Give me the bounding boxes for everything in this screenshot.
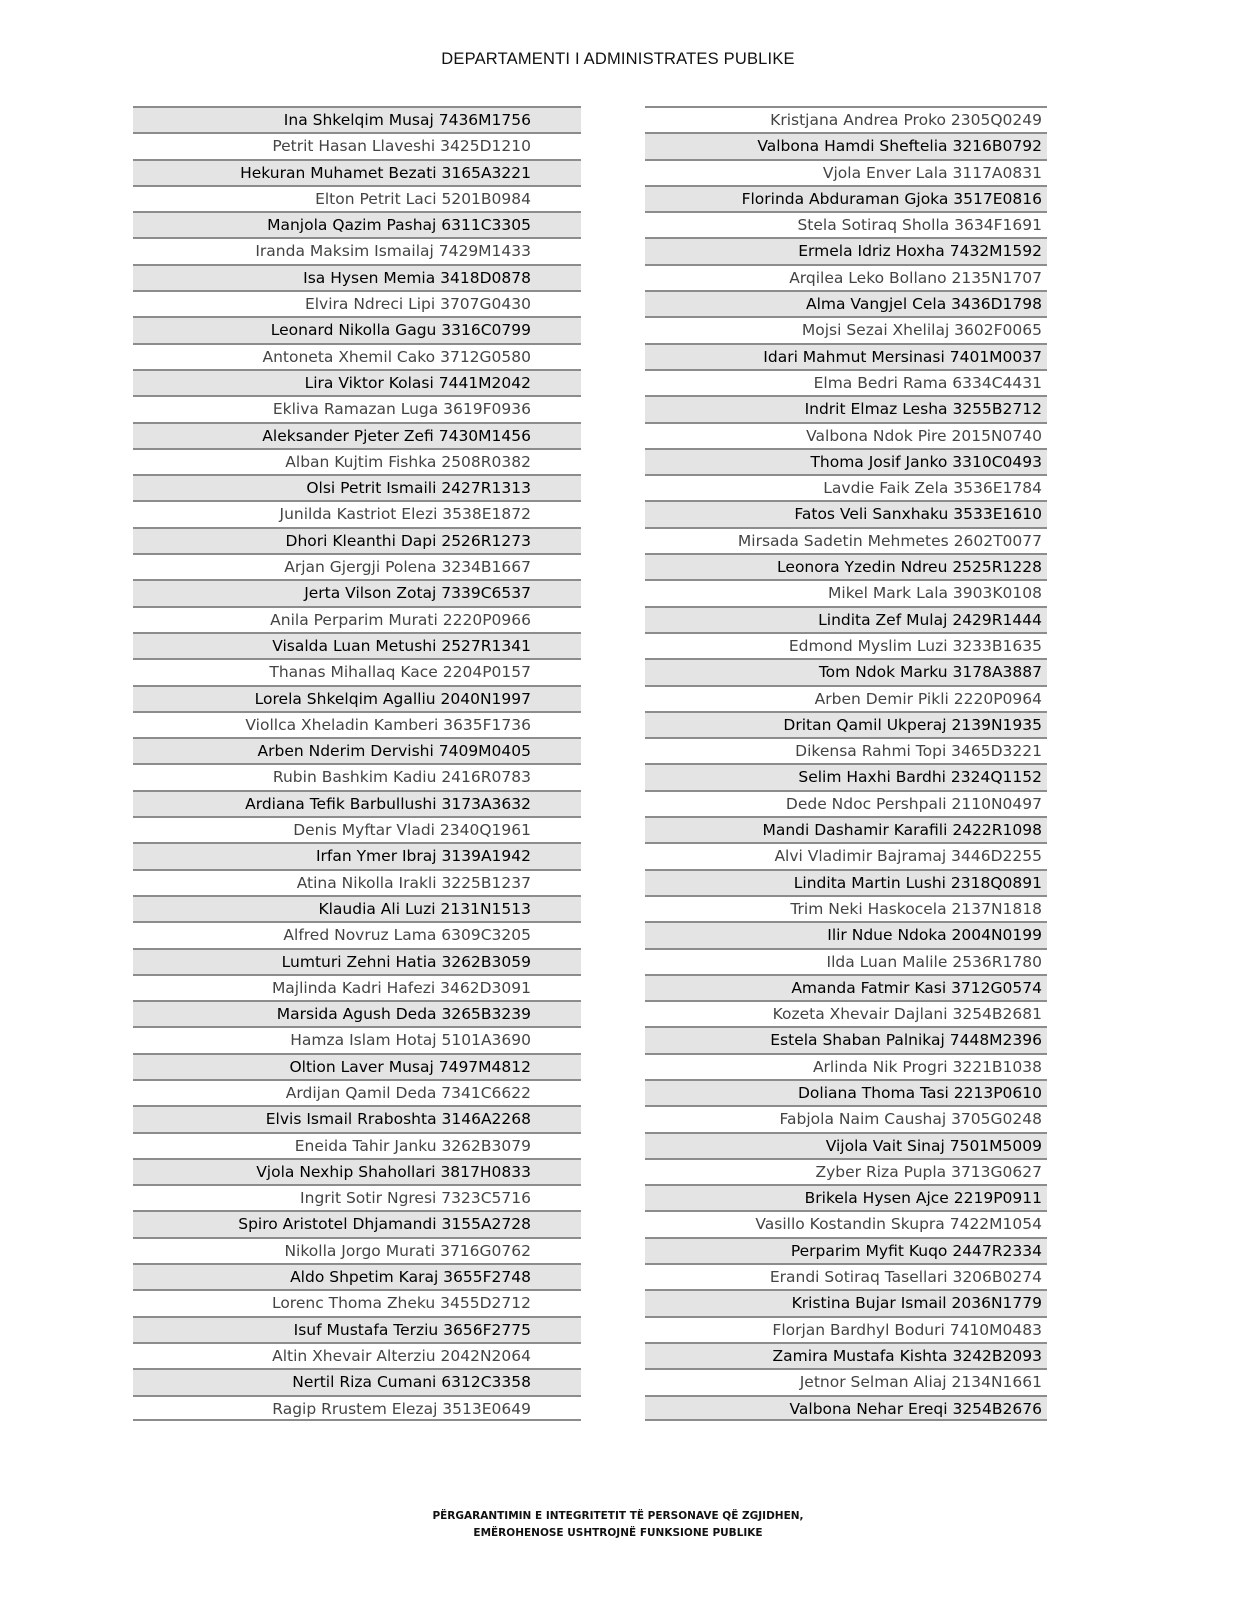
list-item: Vasillo Kostandin Skupra 7422M1054 [645, 1210, 1047, 1236]
list-item: Alban Kujtim Fishka 2508R0382 [133, 448, 581, 474]
list-item: Lorela Shkelqim Agalliu 2040N1997 [133, 685, 581, 711]
footer-line-1: PËRGARANTIMIN E INTEGRITETIT TË PERSONAVE QË ZGJIDHEN, [432, 1510, 804, 1522]
list-item: Altin Xhevair Alterziu 2042N2064 [133, 1342, 581, 1368]
list-item: Ardiana Tefik Barbullushi 3173A3632 [133, 790, 581, 816]
list-item: Nikolla Jorgo Murati 3716G0762 [133, 1237, 581, 1263]
list-item: Aleksander Pjeter Zefi 7430M1456 [133, 422, 581, 448]
list-item: Idari Mahmut Mersinasi 7401M0037 [645, 343, 1047, 369]
list-item: Vjola Enver Lala 3117A0831 [645, 159, 1047, 185]
list-item: Arben Demir Pikli 2220P0964 [645, 685, 1047, 711]
list-item: Klaudia Ali Luzi 2131N1513 [133, 895, 581, 921]
list-item: Mikel Mark Lala 3903K0108 [645, 579, 1047, 605]
list-item: Ermela Idriz Hoxha 7432M1592 [645, 237, 1047, 263]
list-item: Mirsada Sadetin Mehmetes 2602T0077 [645, 527, 1047, 553]
list-item: Elvis Ismail Rraboshta 3146A2268 [133, 1105, 581, 1131]
list-item: Dhori Kleanthi Dapi 2526R1273 [133, 527, 581, 553]
list-item: Thoma Josif Janko 3310C0493 [645, 448, 1047, 474]
list-item: Valbona Hamdi Sheftelia 3216B0792 [645, 132, 1047, 158]
list-item: Ina Shkelqim Musaj 7436M1756 [133, 106, 581, 132]
left-name-list [133, 106, 581, 1421]
list-item: Petrit Hasan Llaveshi 3425D1210 [133, 132, 581, 158]
list-item: Ardijan Qamil Deda 7341C6622 [133, 1079, 581, 1105]
list-item: Jetnor Selman Aliaj 2134N1661 [645, 1368, 1047, 1394]
list-item: Indrit Elmaz Lesha 3255B2712 [645, 395, 1047, 421]
list-item: Nertil Riza Cumani 6312C3358 [133, 1368, 581, 1394]
list-item: Viollca Xheladin Kamberi 3635F1736 [133, 711, 581, 737]
list-item: Fatos Veli Sanxhaku 3533E1610 [645, 500, 1047, 526]
list-item: Antoneta Xhemil Cako 3712G0580 [133, 343, 581, 369]
list-item: Alvi Vladimir Bajramaj 3446D2255 [645, 842, 1047, 868]
list-item: Junilda Kastriot Elezi 3538E1872 [133, 500, 581, 526]
list-item: Ingrit Sotir Ngresi 7323C5716 [133, 1184, 581, 1210]
list-item: Mojsi Sezai Xhelilaj 3602F0065 [645, 316, 1047, 342]
list-item: Vjola Nexhip Shahollari 3817H0833 [133, 1158, 581, 1184]
list-item: Vijola Vait Sinaj 7501M5009 [645, 1132, 1047, 1158]
list-item: Ilir Ndue Ndoka 2004N0199 [645, 921, 1047, 947]
list-item: Thanas Mihallaq Kace 2204P0157 [133, 658, 581, 684]
list-item: Lindita Zef Mulaj 2429R1444 [645, 606, 1047, 632]
list-item: Trim Neki Haskocela 2137N1818 [645, 895, 1047, 921]
list-item: Hekuran Muhamet Bezati 3165A3221 [133, 159, 581, 185]
list-item: Spiro Aristotel Dhjamandi 3155A2728 [133, 1210, 581, 1236]
list-item: Elton Petrit Laci 5201B0984 [133, 185, 581, 211]
list-item: Mandi Dashamir Karafili 2422R1098 [645, 816, 1047, 842]
list-item: Jerta Vilson Zotaj 7339C6537 [133, 579, 581, 605]
list-item: Kozeta Xhevair Dajlani 3254B2681 [645, 1000, 1047, 1026]
list-item: Arlinda Nik Progri 3221B1038 [645, 1053, 1047, 1079]
list-item: Lumturi Zehni Hatia 3262B3059 [133, 948, 581, 974]
list-item: Lira Viktor Kolasi 7441M2042 [133, 369, 581, 395]
list-item: Leonard Nikolla Gagu 3316C0799 [133, 316, 581, 342]
list-item: Valbona Nehar Ereqi 3254B2676 [645, 1395, 1047, 1421]
list-item: Florinda Abduraman Gjoka 3517E0816 [645, 185, 1047, 211]
list-item: Lavdie Faik Zela 3536E1784 [645, 474, 1047, 500]
list-item: Ragip Rrustem Elezaj 3513E0649 [133, 1395, 581, 1421]
list-item: Dritan Qamil Ukperaj 2139N1935 [645, 711, 1047, 737]
list-item: Isa Hysen Memia 3418D0878 [133, 264, 581, 290]
list-item: Estela Shaban Palnikaj 7448M2396 [645, 1026, 1047, 1052]
list-item: Manjola Qazim Pashaj 6311C3305 [133, 211, 581, 237]
list-item: Lorenc Thoma Zheku 3455D2712 [133, 1289, 581, 1315]
list-item: Olsi Petrit Ismaili 2427R1313 [133, 474, 581, 500]
list-item: Kristjana Andrea Proko 2305Q0249 [645, 106, 1047, 132]
page-title: DEPARTAMENTI I ADMINISTRATES PUBLIKE [441, 50, 795, 68]
list-item: Rubin Bashkim Kadiu 2416R0783 [133, 763, 581, 789]
list-item: Brikela Hysen Ajce 2219P0911 [645, 1184, 1047, 1210]
list-item: Atina Nikolla Irakli 3225B1237 [133, 869, 581, 895]
list-item: Zyber Riza Pupla 3713G0627 [645, 1158, 1047, 1184]
footer-line-2: EMËROHENOSE USHTROJNË FUNKSIONE PUBLIKE [473, 1527, 763, 1539]
list-item: Anila Perparim Murati 2220P0966 [133, 606, 581, 632]
list-item: Hamza Islam Hotaj 5101A3690 [133, 1026, 581, 1052]
list-item: Selim Haxhi Bardhi 2324Q1152 [645, 763, 1047, 789]
list-item: Florjan Bardhyl Boduri 7410M0483 [645, 1316, 1047, 1342]
list-item: Irfan Ymer Ibraj 3139A1942 [133, 842, 581, 868]
list-item: Zamira Mustafa Kishta 3242B2093 [645, 1342, 1047, 1368]
list-item: Visalda Luan Metushi 2527R1341 [133, 632, 581, 658]
list-item: Kristina Bujar Ismail 2036N1779 [645, 1289, 1047, 1315]
list-item: Edmond Myslim Luzi 3233B1635 [645, 632, 1047, 658]
footer [0, 1508, 1236, 1542]
list-item: Elvira Ndreci Lipi 3707G0430 [133, 290, 581, 316]
list-item: Elma Bedri Rama 6334C4431 [645, 369, 1047, 395]
list-item: Erandi Sotiraq Tasellari 3206B0274 [645, 1263, 1047, 1289]
list-item: Ilda Luan Malile 2536R1780 [645, 948, 1047, 974]
list-item: Isuf Mustafa Terziu 3656F2775 [133, 1316, 581, 1342]
list-item: Marsida Agush Deda 3265B3239 [133, 1000, 581, 1026]
list-item: Aldo Shpetim Karaj 3655F2748 [133, 1263, 581, 1289]
list-item: Ekliva Ramazan Luga 3619F0936 [133, 395, 581, 421]
list-item: Alfred Novruz Lama 6309C3205 [133, 921, 581, 947]
list-item: Arben Nderim Dervishi 7409M0405 [133, 737, 581, 763]
list-item: Arjan Gjergji Polena 3234B1667 [133, 553, 581, 579]
list-item: Oltion Laver Musaj 7497M4812 [133, 1053, 581, 1079]
list-item: Stela Sotiraq Sholla 3634F1691 [645, 211, 1047, 237]
list-item: Amanda Fatmir Kasi 3712G0574 [645, 974, 1047, 1000]
list-item: Dikensa Rahmi Topi 3465D3221 [645, 737, 1047, 763]
list-item: Alma Vangjel Cela 3436D1798 [645, 290, 1047, 316]
list-item: Eneida Tahir Janku 3262B3079 [133, 1132, 581, 1158]
list-item: Denis Myftar Vladi 2340Q1961 [133, 816, 581, 842]
right-name-list [645, 106, 1047, 1421]
list-item: Fabjola Naim Caushaj 3705G0248 [645, 1105, 1047, 1131]
list-item: Iranda Maksim Ismailaj 7429M1433 [133, 237, 581, 263]
list-item: Majlinda Kadri Hafezi 3462D3091 [133, 974, 581, 1000]
list-item: Lindita Martin Lushi 2318Q0891 [645, 869, 1047, 895]
list-item: Doliana Thoma Tasi 2213P0610 [645, 1079, 1047, 1105]
list-item: Arqilea Leko Bollano 2135N1707 [645, 264, 1047, 290]
list-item: Leonora Yzedin Ndreu 2525R1228 [645, 553, 1047, 579]
list-item: Perparim Myfit Kuqo 2447R2334 [645, 1237, 1047, 1263]
list-item: Valbona Ndok Pire 2015N0740 [645, 422, 1047, 448]
list-item: Tom Ndok Marku 3178A3887 [645, 658, 1047, 684]
list-item: Dede Ndoc Pershpali 2110N0497 [645, 790, 1047, 816]
